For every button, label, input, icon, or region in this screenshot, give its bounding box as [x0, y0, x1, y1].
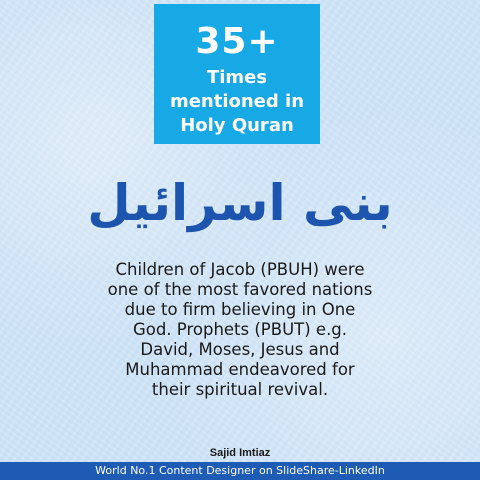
footer-text: World No.1 Content Designer on SlideShare-LinkedIn — [95, 464, 385, 477]
description-line: Children of Jacob (PBUH) were — [115, 260, 365, 279]
badge-line-3: Holy Quran — [180, 115, 294, 136]
description-line: God. Prophets (PBUT) e.g. — [132, 320, 348, 339]
author-name: Sajid Imtiaz — [209, 447, 271, 459]
count-badge — [154, 4, 320, 144]
footer-bar — [0, 462, 480, 480]
description-line: one of the most favored nations — [107, 280, 373, 299]
description-line: due to firm believing in One — [124, 300, 356, 319]
description-line: their spiritual revival. — [151, 380, 329, 399]
description-line: David, Moses, Jesus and — [140, 340, 340, 359]
arabic-title: بنی اسرائیل — [87, 174, 393, 232]
badge-line-1: Times — [206, 67, 268, 88]
description-text — [60, 260, 420, 400]
description-line: Muhammad endeavored for — [125, 360, 355, 379]
badge-line-2: mentioned in — [169, 91, 305, 112]
badge-count: 35+ — [195, 21, 279, 62]
